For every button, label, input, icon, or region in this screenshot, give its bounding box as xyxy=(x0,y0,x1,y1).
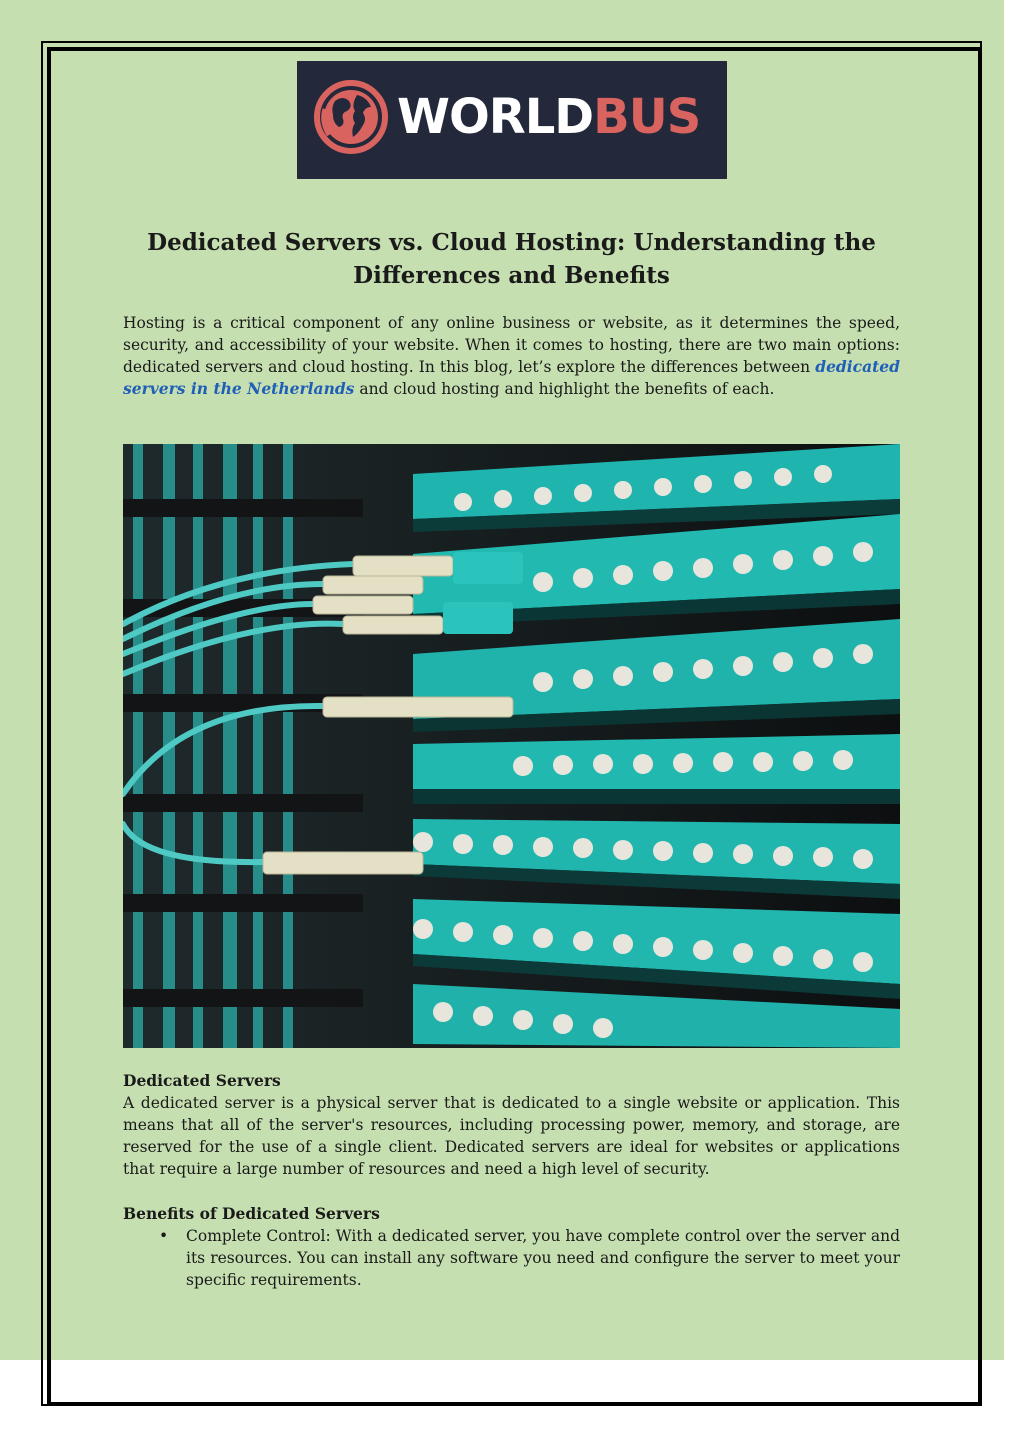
globe-icon xyxy=(313,79,389,155)
intro-text-after: and cloud hosting and highlight the benefits of each. xyxy=(354,380,775,398)
dedicated-servers-paragraph: A dedicated server is a physical server that is dedicated to a single website or application. This means that all of the server's resources, including processing power, memory, and storage, are reserved for the use of a single client. Dedicated servers are ideal for websites or applications that require a large number of resources and need a high level of security. xyxy=(123,1094,900,1178)
netherlands-servers-link[interactable]: dedicated servers in the Netherlands xyxy=(123,357,900,398)
patch-panel-illustration xyxy=(123,444,900,1048)
logo-wordmark xyxy=(397,87,700,147)
intro-text-before: Hosting is a critical component of any online business or website, as it determines the speed, security, and accessibility of your website. When it comes to hosting, there are two main options: dedicated servers and cloud hosting. In this blog, let’s explore the differences between xyxy=(123,314,900,376)
bullet-icon: • xyxy=(159,1227,169,1245)
list-item-text: Complete Control: With a dedicated server, you have complete control over the server and its resources. You can install any software you need and configure the server to meet your specific requirements. xyxy=(186,1227,900,1289)
intro-paragraph xyxy=(123,312,900,400)
list-item xyxy=(123,1225,900,1291)
logo-text-white: WORLD xyxy=(397,89,594,145)
section-heading-dedicated-servers: Dedicated Servers xyxy=(123,1071,281,1090)
fiber-optic-patch-panel-photo xyxy=(123,444,900,1048)
worldbus-logo[interactable] xyxy=(297,61,727,179)
logo-text-accent: BUS xyxy=(593,89,701,145)
section-heading-benefits: Benefits of Dedicated Servers xyxy=(123,1204,380,1223)
article-title: Dedicated Servers vs. Cloud Hosting: Understanding the Differences and Benefits xyxy=(147,229,876,289)
